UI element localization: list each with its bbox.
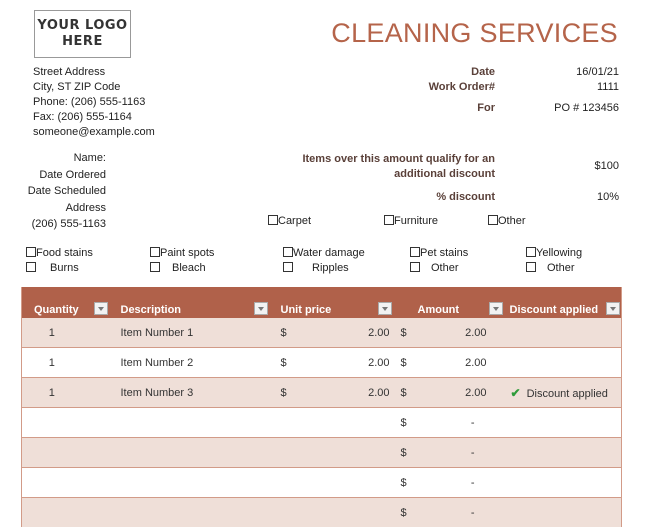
cell-description[interactable] — [112, 408, 272, 438]
checkbox-box[interactable] — [150, 247, 160, 257]
header-amount — [397, 287, 507, 318]
discount-threshold-line1: Items over this amount qualify for an — [302, 153, 495, 165]
discount-text: Discount applied — [526, 387, 608, 400]
date-label: Date — [471, 66, 495, 78]
amount-value: - — [470, 416, 475, 429]
currency-symbol: $ — [400, 326, 407, 339]
table-row[interactable] — [22, 468, 622, 498]
checkbox-bleach[interactable] — [150, 262, 206, 274]
currency-symbol: $ — [280, 356, 287, 369]
date-value[interactable]: 16/01/21 — [576, 66, 619, 78]
checkbox-box[interactable] — [526, 262, 536, 272]
for-value[interactable]: PO # 123456 — [554, 102, 619, 114]
logo-text-line1: YOUR LOGO — [37, 18, 128, 33]
checkbox-other-issue-2[interactable] — [526, 262, 575, 274]
checkbox-label: Bleach — [172, 262, 206, 274]
checkbox-carpet[interactable] — [268, 215, 311, 227]
price-value: 2.00 — [368, 356, 390, 369]
checkbox-label: Burns — [50, 262, 79, 274]
cell-description[interactable]: Item Number 3 — [112, 378, 272, 408]
discount-text — [507, 447, 513, 459]
checkbox-label: Pet stains — [420, 247, 469, 259]
filter-dropdown-icon[interactable] — [254, 302, 268, 315]
header-label: Amount — [417, 304, 460, 316]
cell-unit-price[interactable] — [272, 378, 397, 408]
header-label: Quantity — [34, 304, 79, 316]
table-row[interactable] — [22, 408, 622, 438]
checkmark-icon: ✔ — [510, 385, 521, 400]
header-quantity — [22, 287, 112, 318]
header-description — [112, 287, 272, 318]
cell-discount-applied — [507, 348, 622, 378]
checkbox-box[interactable] — [488, 215, 498, 225]
amount-value: 2.00 — [465, 386, 487, 399]
checkbox-yellowing[interactable] — [526, 247, 582, 259]
cell-unit-price[interactable] — [272, 438, 397, 468]
cell-quantity[interactable] — [22, 498, 112, 528]
cell-discount-applied — [507, 438, 622, 468]
cell-discount-applied — [507, 318, 622, 348]
currency-symbol: $ — [400, 386, 407, 399]
filter-dropdown-icon[interactable] — [606, 302, 620, 315]
checkbox-box[interactable] — [283, 247, 293, 257]
email: someone@example.com — [33, 126, 155, 138]
cell-unit-price[interactable] — [272, 318, 397, 348]
cell-unit-price[interactable] — [272, 498, 397, 528]
cell-description[interactable] — [112, 438, 272, 468]
discount-text — [507, 327, 513, 339]
header-label: Description — [120, 304, 182, 316]
cell-amount — [397, 438, 507, 468]
cell-quantity[interactable] — [22, 408, 112, 438]
checkbox-label: Other — [498, 215, 526, 227]
header-label: Unit price — [280, 304, 332, 316]
currency-symbol: $ — [400, 416, 407, 429]
cell-quantity[interactable] — [22, 438, 112, 468]
cell-quantity[interactable]: 1 — [22, 318, 112, 348]
address-label: Address — [65, 201, 106, 214]
amount-value: - — [470, 476, 475, 489]
logo-text-line2: HERE — [62, 34, 103, 49]
checkbox-ripples[interactable] — [283, 262, 349, 274]
checkbox-box[interactable] — [526, 247, 536, 257]
currency-symbol: $ — [400, 446, 407, 459]
filter-dropdown-icon[interactable] — [489, 302, 503, 315]
filter-dropdown-icon[interactable] — [378, 302, 392, 315]
amount-value: - — [470, 446, 475, 459]
checkbox-label: Food stains — [36, 247, 93, 259]
city: City, ST ZIP Code — [33, 81, 121, 93]
percent-discount-label: % discount — [436, 191, 495, 203]
header-unit-price — [272, 287, 397, 318]
cell-discount-applied — [507, 498, 622, 528]
cell-unit-price[interactable] — [272, 468, 397, 498]
checkbox-label: Yellowing — [536, 247, 583, 259]
checkbox-furniture[interactable] — [384, 215, 438, 227]
name-label: Name: — [73, 152, 106, 164]
table-row[interactable] — [22, 498, 622, 528]
work-order-label: Work Order# — [428, 81, 495, 93]
table-row[interactable] — [22, 438, 622, 468]
cell-quantity[interactable] — [22, 468, 112, 498]
company-address — [33, 65, 155, 140]
cell-unit-price[interactable] — [272, 408, 397, 438]
cell-amount — [397, 348, 507, 378]
date-scheduled-label: Date Scheduled — [27, 185, 106, 197]
discount-threshold-value[interactable]: $100 — [594, 160, 619, 172]
discount-threshold-label — [302, 152, 495, 182]
checkbox-box[interactable] — [410, 262, 420, 272]
cell-amount — [397, 378, 507, 408]
checkbox-label: Other — [547, 262, 575, 274]
checkbox-pet-stains[interactable] — [410, 247, 468, 259]
amount-value: 2.00 — [465, 356, 487, 369]
cell-discount-applied — [507, 408, 622, 438]
for-label: For — [477, 102, 495, 114]
cell-discount-applied — [507, 468, 622, 498]
checkbox-box[interactable] — [410, 247, 420, 257]
cell-description[interactable]: Item Number 2 — [112, 348, 272, 378]
table-row[interactable] — [22, 348, 622, 378]
checkbox-paint-spots[interactable] — [150, 247, 214, 259]
percent-discount-value[interactable]: 10% — [596, 191, 619, 203]
checkbox-label: Ripples — [312, 262, 349, 274]
cell-amount — [397, 318, 507, 348]
amount-value: 2.00 — [465, 326, 487, 339]
checkbox-label: Water damage — [293, 247, 365, 259]
checkbox-water-damage[interactable] — [283, 247, 365, 259]
table-header-row — [22, 287, 622, 318]
discount-threshold-line2: additional discount — [394, 168, 495, 180]
cell-description[interactable]: Item Number 1 — [112, 318, 272, 348]
checkbox-box[interactable] — [150, 262, 160, 272]
discount-text — [507, 417, 513, 429]
cell-amount — [397, 468, 507, 498]
checkbox-label: Carpet — [278, 215, 312, 227]
checkbox-label: Other — [431, 262, 459, 274]
date-ordered-label: Date Ordered — [39, 168, 106, 181]
fax: Fax: (206) 555-1164 — [33, 111, 132, 123]
checkbox-box[interactable] — [26, 247, 36, 257]
cell-description[interactable] — [112, 468, 272, 498]
price-value: 2.00 — [368, 386, 390, 399]
header-discount-applied — [507, 287, 622, 318]
street: Street Address — [33, 66, 106, 78]
checkbox-box[interactable] — [26, 262, 36, 272]
filter-dropdown-icon[interactable] — [94, 302, 108, 315]
amount-value: - — [470, 506, 475, 519]
checkbox-other-service[interactable] — [488, 215, 526, 227]
table-row[interactable] — [22, 318, 622, 348]
discount-text — [507, 357, 513, 369]
items-table — [21, 287, 622, 527]
table-row[interactable] — [22, 378, 622, 408]
discount-text — [507, 477, 513, 489]
currency-symbol: $ — [280, 386, 287, 399]
cell-unit-price[interactable] — [272, 348, 397, 378]
currency-symbol: $ — [280, 326, 287, 339]
checkbox-food-stains[interactable] — [26, 247, 93, 259]
phone: Phone: (206) 555-1163 — [33, 96, 146, 108]
header-label: Discount applied — [509, 304, 599, 316]
customer-phone: (206) 555-1163 — [31, 218, 106, 230]
checkbox-box[interactable] — [384, 215, 394, 225]
price-value: 2.00 — [368, 326, 390, 339]
checkbox-box[interactable] — [283, 262, 293, 272]
checkbox-burns[interactable] — [26, 262, 79, 274]
cell-discount-applied — [507, 378, 622, 408]
logo-placeholder — [34, 10, 131, 58]
currency-symbol: $ — [400, 476, 407, 489]
cell-amount — [397, 498, 507, 528]
cell-quantity[interactable]: 1 — [22, 378, 112, 408]
checkbox-other-issue-1[interactable] — [410, 262, 459, 274]
checkbox-label: Paint spots — [160, 247, 215, 259]
discount-text — [507, 507, 513, 519]
cell-quantity[interactable]: 1 — [22, 348, 112, 378]
checkbox-label: Furniture — [394, 215, 439, 227]
checkbox-box[interactable] — [268, 215, 278, 225]
currency-symbol: $ — [400, 506, 407, 519]
customer-info — [10, 150, 106, 233]
work-order-value[interactable]: 1111 — [596, 81, 619, 93]
cell-description[interactable] — [112, 498, 272, 528]
currency-symbol: $ — [400, 356, 407, 369]
page-title: CLEANING SERVICES — [331, 18, 618, 48]
cell-amount — [397, 408, 507, 438]
